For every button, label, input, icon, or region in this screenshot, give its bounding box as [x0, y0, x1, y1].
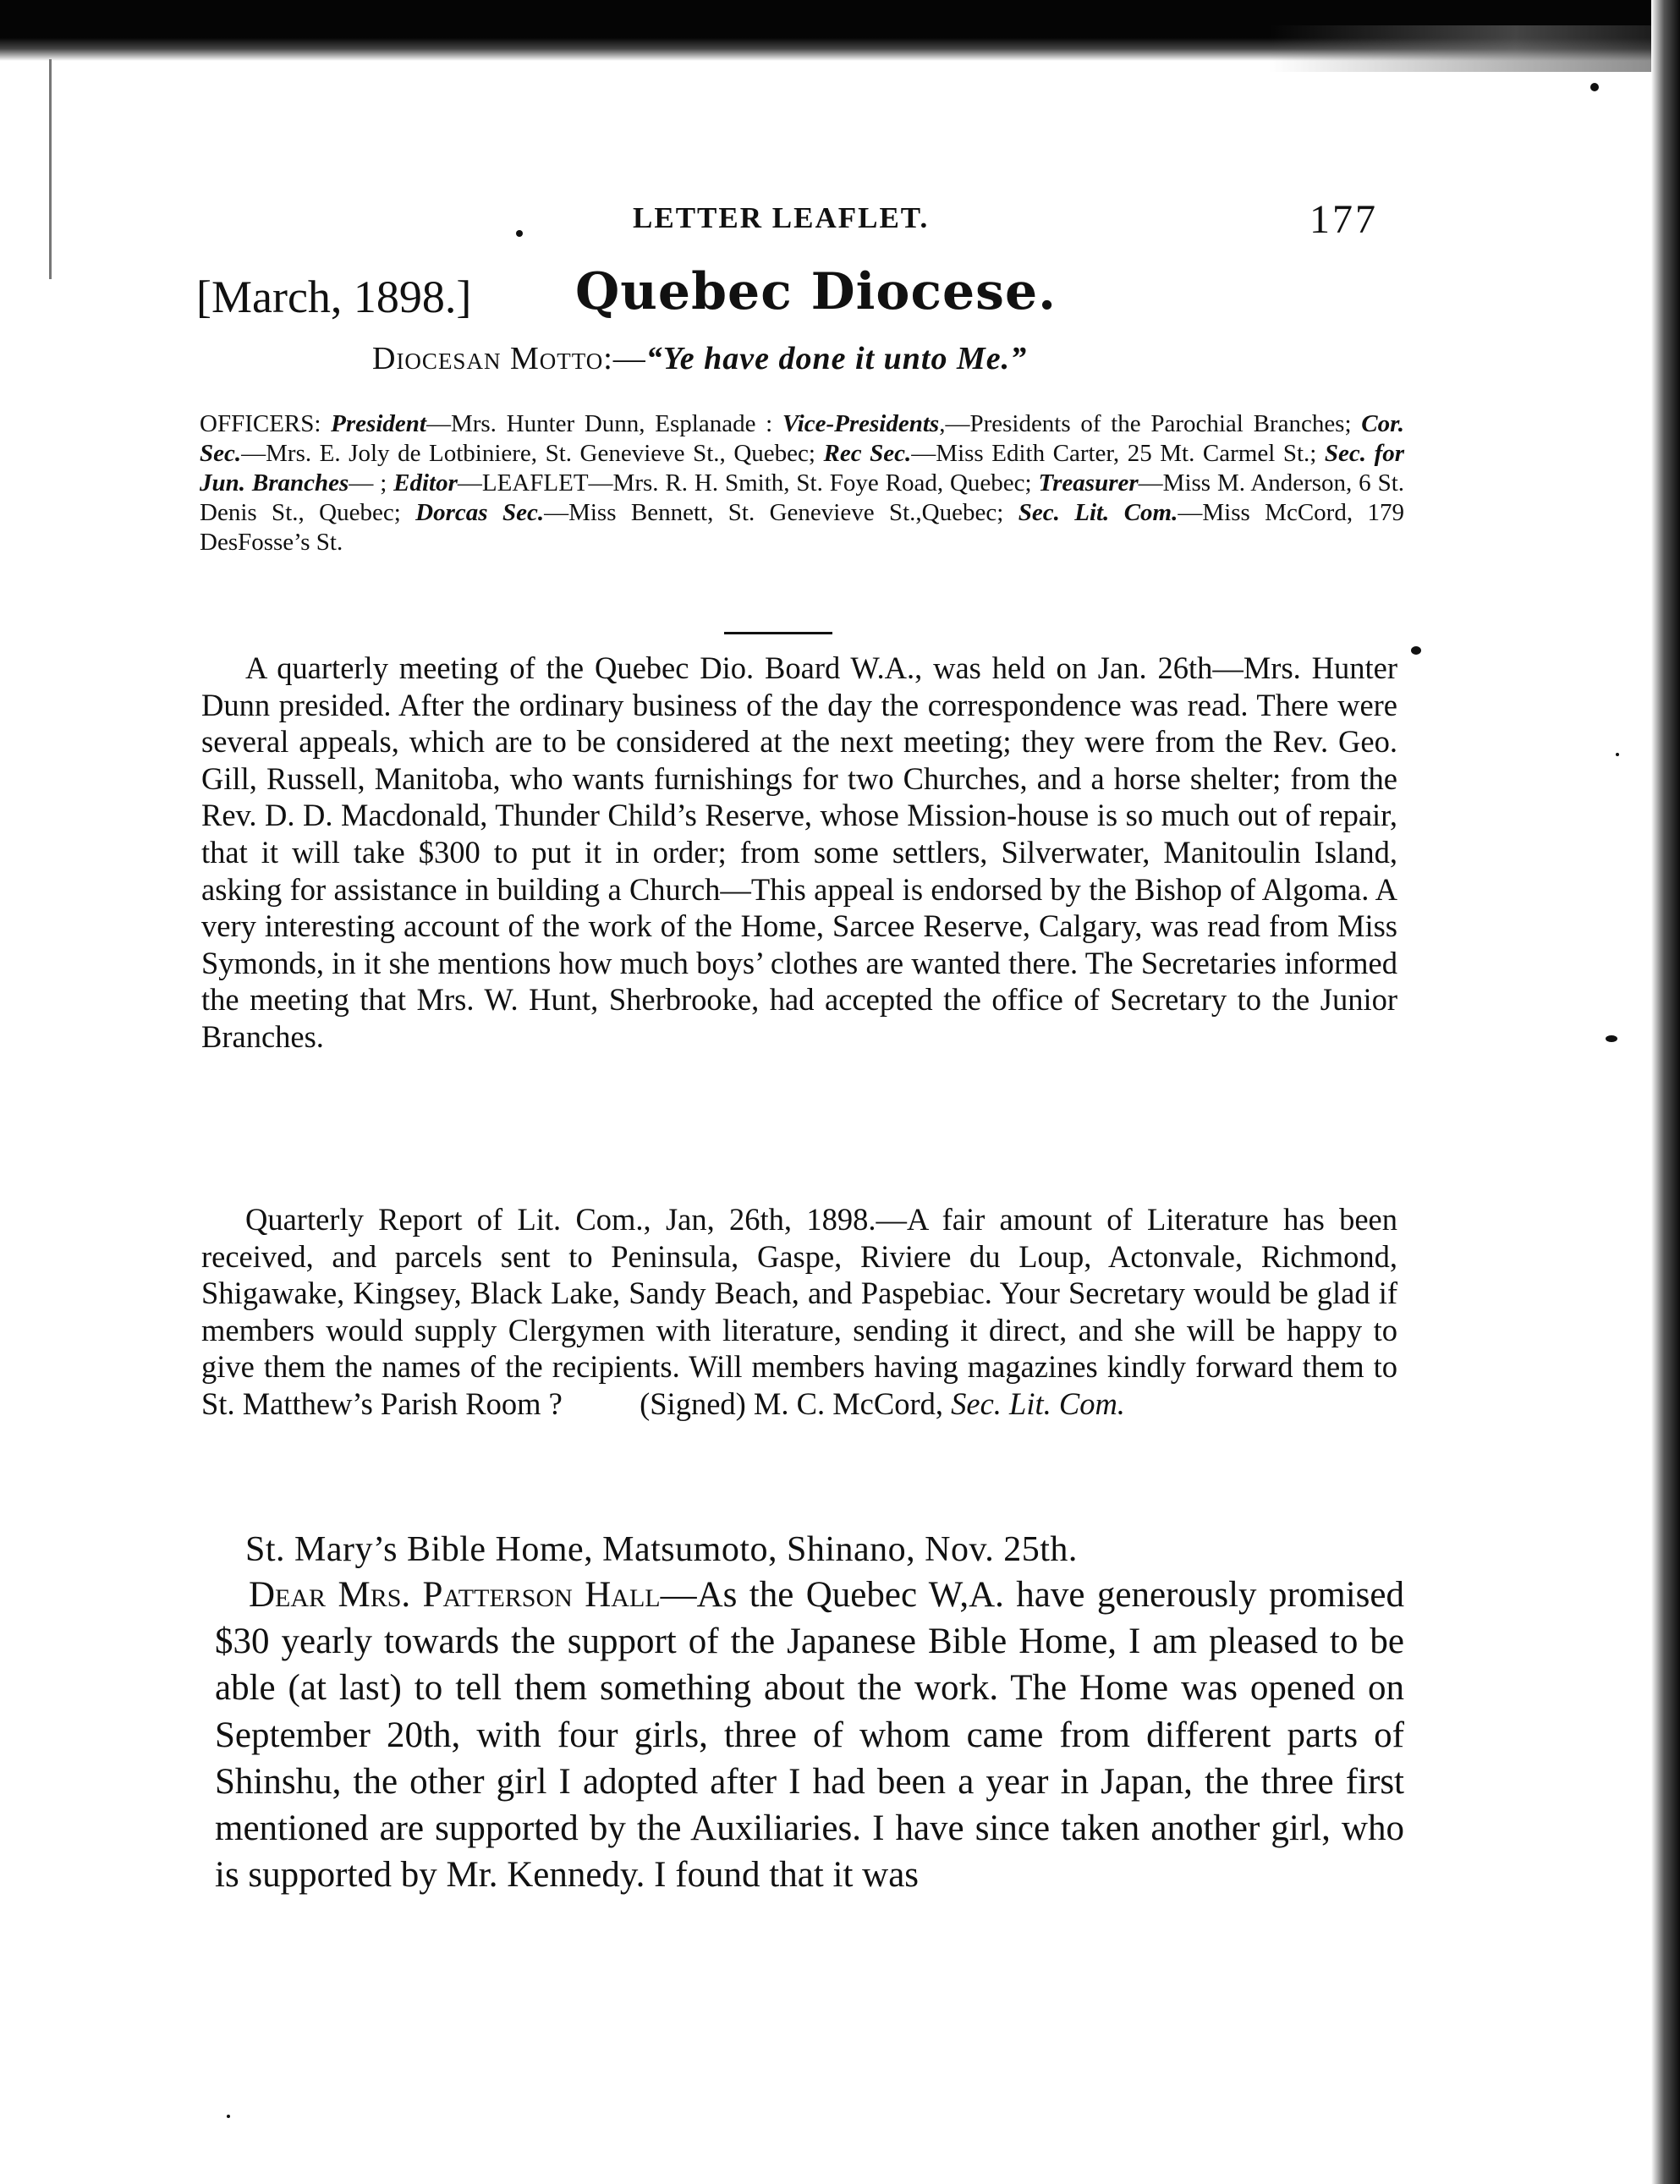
officer-role: Editor	[393, 469, 458, 497]
issue-date: [March, 1898.]	[196, 272, 472, 322]
signed-title: Sec. Lit. Com.	[951, 1386, 1125, 1421]
running-title: LETTER LEAFLET.	[633, 201, 930, 234]
officer-detail: —Mrs. Hunter Dunn, Esplanade :	[425, 410, 773, 437]
officers-label: OFFICERS:	[200, 410, 321, 437]
letter-salutation: Dear Mrs. Patterson Hall	[249, 1575, 661, 1615]
motto-label: Diocesan Motto	[372, 341, 604, 376]
officer-detail: —Mrs. E. Joly de Lotbiniere, St. Genevieve St., Quebec;	[241, 440, 815, 467]
section-divider	[724, 632, 832, 634]
letter-heading: St. Mary’s Bible Home, Matsumoto, Shinano, Nov. 25th.	[245, 1530, 1078, 1569]
scan-shadow	[1269, 25, 1680, 72]
officer-detail: —Miss McCord, 179 DesFosse’s St.	[200, 499, 1404, 556]
officer-detail: —Miss M. Anderson, 6 St. Denis St., Quebec;	[200, 469, 1405, 526]
officer-detail: — ;	[349, 469, 387, 497]
officer-role: Sec. for Jun. Branches	[200, 440, 1405, 497]
officer-detail: —Miss Edith Carter, 25 Mt. Carmel St.;	[911, 440, 1317, 467]
lit-com-report-text: Quarterly Report of Lit. Com., Jan, 26th, 1898.—A fair amount of Literature has been received, and parcels sent to Peninsula, Gaspe, Riviere du Loup, Actonvale, Richmond, Shigawake, Kingsey, Black Lake, Sandy Beach, and Paspebiac. Your Secretary would be glad if members would supply Clergymen with literature, sending it direct, and she will be happy to give them the names of the recipients. Will members having magazines kindly forward them to St. Matthew’s Parish Room ?	[201, 1202, 1397, 1421]
officer-role: Dorcas Sec.	[415, 499, 545, 526]
motto-separator: :—	[603, 341, 646, 376]
page-number: 177	[1309, 197, 1378, 242]
meeting-report: A quarterly meeting of the Quebec Dio. Board W.A., was held on Jan. 26th—Mrs. Hunter Dunn presided. After the ordinary business of the day the correspondence was read. There were several appeals, which are to be considered at the next meeting; they were from the Rev. Geo. Gill, Russell, Manitoba, who wants furnishings for two Churches, and a horse shelter; from the Rev. D. D. Macdonald, Thunder Child’s Reserve, whose Mission-house is so much out of repair, that it will take $300 to put it in order; from some settlers, Silverwater, Manitoulin Island, asking for assistance in building a Church—This appeal is endorsed by the Bishop of Algoma. A very interesting account of the work of the Home, Sarcee Reserve, Calgary, was read from Miss Symonds, in it she mentions how much boys’ clothes are wanted there. The Secretaries informed the meeting that Mrs. W. Hunt, Sherbrooke, had accepted the office of Secretary to the Junior Branches.	[201, 650, 1397, 1054]
officer-detail: —Miss Bennett, St. Genevieve St.,Quebec;	[544, 499, 1004, 526]
officer-role: President	[331, 410, 426, 437]
officer-role: Rec Sec.	[823, 440, 912, 467]
officer-detail: ,—Presidents of the Parochial Branches;	[939, 410, 1352, 437]
officer-role: Cor. Sec.	[200, 410, 1405, 467]
officer-role: Treasurer	[1038, 469, 1139, 497]
diocese-title: Quebec Diocese.	[575, 262, 1057, 321]
scan-speck	[1411, 646, 1421, 655]
officer-role: Vice-Presidents	[782, 410, 940, 437]
running-head	[0, 196, 1680, 242]
officers-list	[200, 409, 1404, 557]
letter-text: —As the Quebec W,A. have generously promised $30 yearly towards the support of the Japanese Bible Home, I am pleased to be able (at last) to tell them something about the work. The Home was opened on September 20th, with four girls, three of whom came from different parts of Shinshu, the other girl I adopted after I had been a year in Japan, the three first mentioned are supported by the Auxiliaries. I have since taken another girl, who is supported by Mr. Kennedy. I found that it was	[215, 1575, 1405, 1896]
signature	[570, 1386, 1125, 1421]
scan-speck	[1616, 753, 1619, 756]
scan-speck	[227, 2115, 230, 2118]
scan-border-right	[1651, 0, 1680, 2184]
letter-body	[215, 1572, 1404, 1898]
scan-speck	[1606, 1035, 1617, 1042]
signed-name: (Signed) M. C. McCord,	[640, 1386, 943, 1421]
scan-edge-line	[49, 59, 52, 279]
motto-text: “Ye have done it unto Me.”	[645, 341, 1028, 376]
officer-detail: —LEAFLET—Mrs. R. H. Smith, St. Foye Road, Quebec;	[457, 469, 1032, 497]
scan-speck	[1590, 83, 1599, 91]
officer-role: Sec. Lit. Com.	[1018, 499, 1178, 526]
lit-com-report	[201, 1201, 1397, 1423]
diocesan-motto	[372, 340, 1027, 377]
